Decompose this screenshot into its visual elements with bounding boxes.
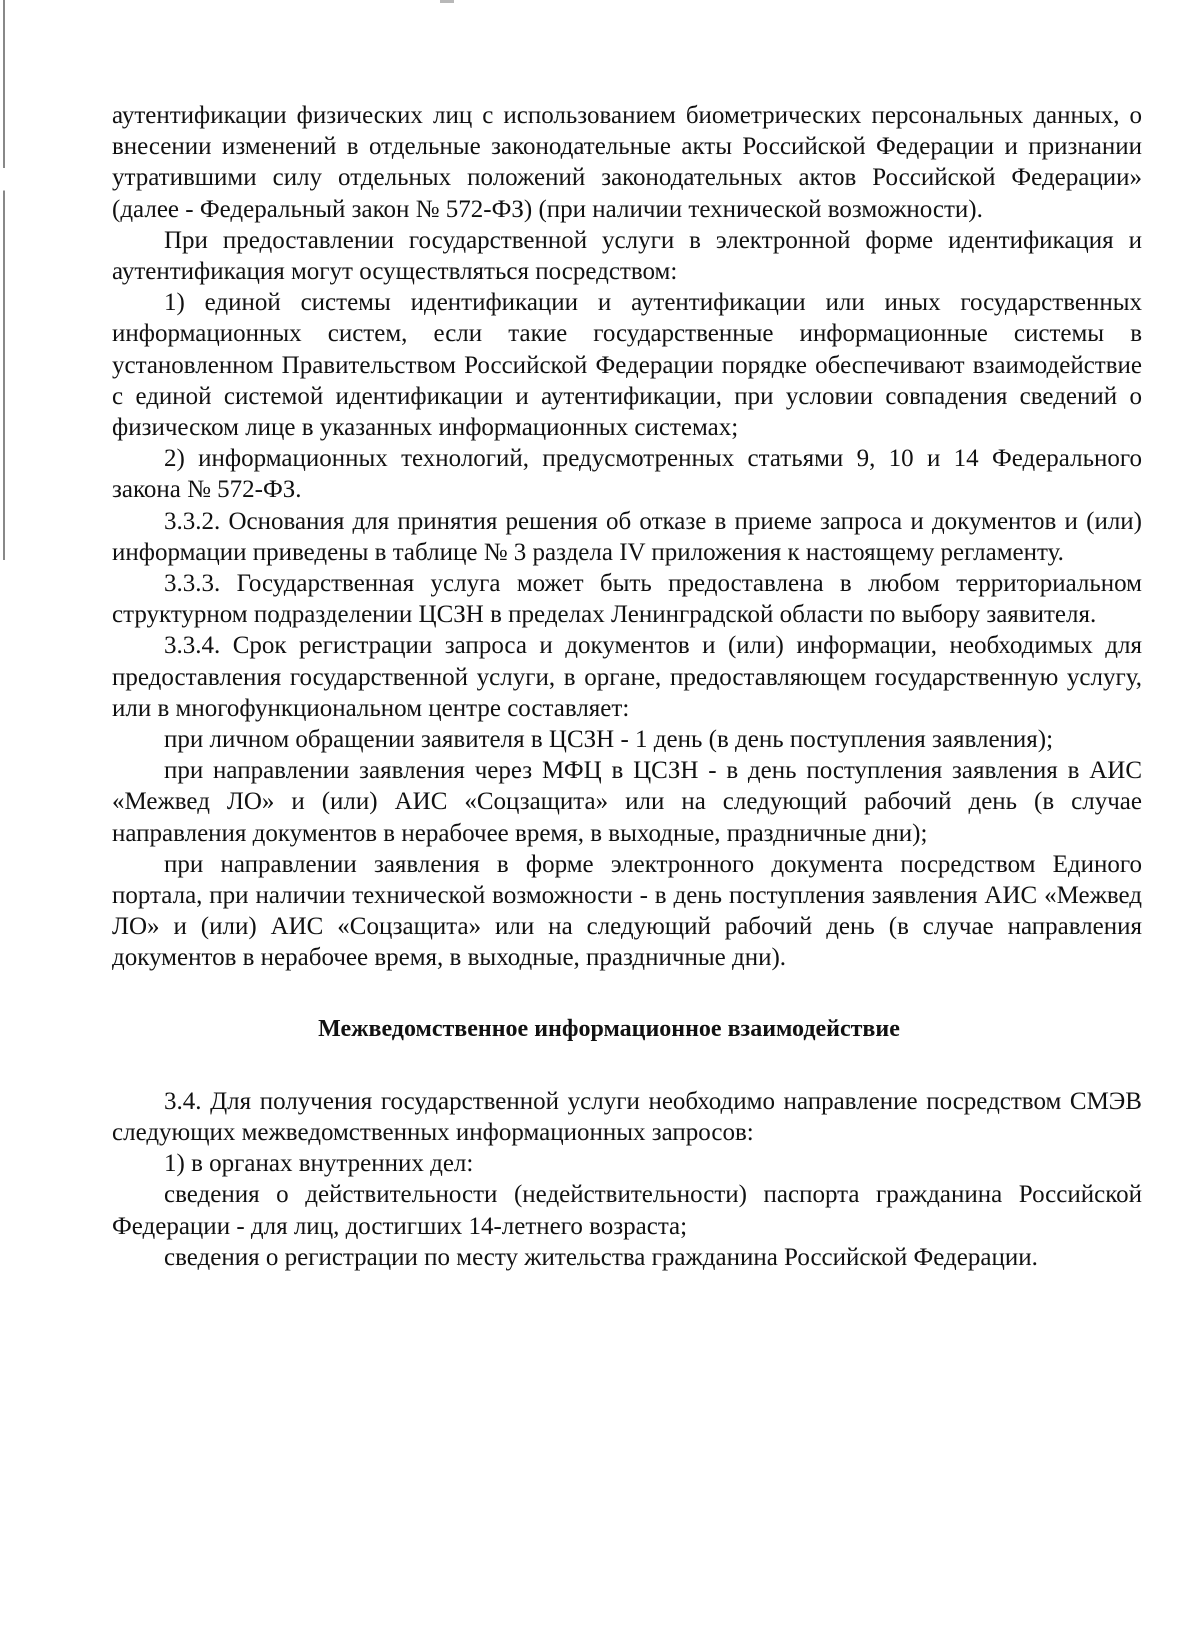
list-item-internal-affairs: 1) в органах внутренних дел: [164,1150,474,1178]
clause-3-3-3: 3.3.3. Государственная услуга может быть предоставлена в любом территориальном структурном подразделении ЦСЗН в пределах Ленинградской области по выбору заявителя. [112,570,1142,629]
passport-validity-info: сведения о действительности (недействительности) паспорта гражданина Российской Федерации - для лиц, достигших 14-летнего возраста; [112,1181,1142,1240]
section-heading: Межведомственное информационное взаимодействие [318,1015,900,1042]
paragraph-continuation: аутентификации физических лиц с использованием биометрических персональных данных, о внесении изменений в отдельные законодательные акты Российской Федерации и признании утратившими силу отдельных положений законодательных актов Российской Федерации» (далее - Федеральный закон № 572-ФЗ) (при наличии технической возможности). [112,102,1142,223]
clause-3-3-2: 3.3.2. Основания для принятия решения об отказе в приеме запроса и документов и (или) информации приведены в таблице № 3 раздела IV приложения к настоящему регламенту. [112,507,1142,566]
registration-info: сведения о регистрации по месту жительства гражданина Российской Федерации. [164,1243,1038,1271]
paragraph-identification: При предоставлении государственной услуги в электронной форме идентификация и аутентификация могут осуществляться посредством: [112,226,1142,286]
clause-3-4: 3.4. Для получения государственной услуги необходимо направление посредством СМЭВ следующих межведомственных информационных запросов: [112,1087,1142,1146]
document-body [112,100,1142,1273]
list-item-2: 2) информационных технологий, предусмотренных статьями 9, 10 и 14 Федерального закона № 572-ФЗ. [112,445,1142,504]
term-personal-visit: при личном обращении заявителя в ЦСЗН - 1 день (в день поступления заявления); [164,726,1054,754]
term-via-mfc: при направлении заявления через МФЦ в ЦСЗН - в день поступления заявления в АИС «Межвед ЛО» и (или) АИС «Соцзащита» или на следующий рабочий день (в случае направления документов в нерабочее время, в выходные, праздничные дни); [112,757,1142,847]
scan-top-mark [440,0,454,3]
list-item-1: 1) единой системы идентификации и аутентификации или иных государственных информационных систем, если такие государственные информационные системы в установленном Правительством Российской Федерации порядке обеспечивают взаимодействие с единой системой идентификации и аутентификации, при условии совпадения сведений о физическом лице в указанных информационных системах; [112,289,1142,442]
clause-3-3-4: 3.3.4. Срок регистрации запроса и документов и (или) информации, необходимых для предоставления государственной услуги, в органе, предоставляющем государственную услугу, или в многофункциональном центре составляет: [112,632,1142,722]
scan-edge-line [3,0,5,560]
term-electronic: при направлении заявления в форме электронного документа посредством Единого портала, при наличии технической возможности - в день поступления заявления АИС «Межвед ЛО» и (или) АИС «Соцзащита» или на следующий рабочий день (в случае направления документов в нерабочее время, в выходные, праздничные дни). [112,850,1142,972]
